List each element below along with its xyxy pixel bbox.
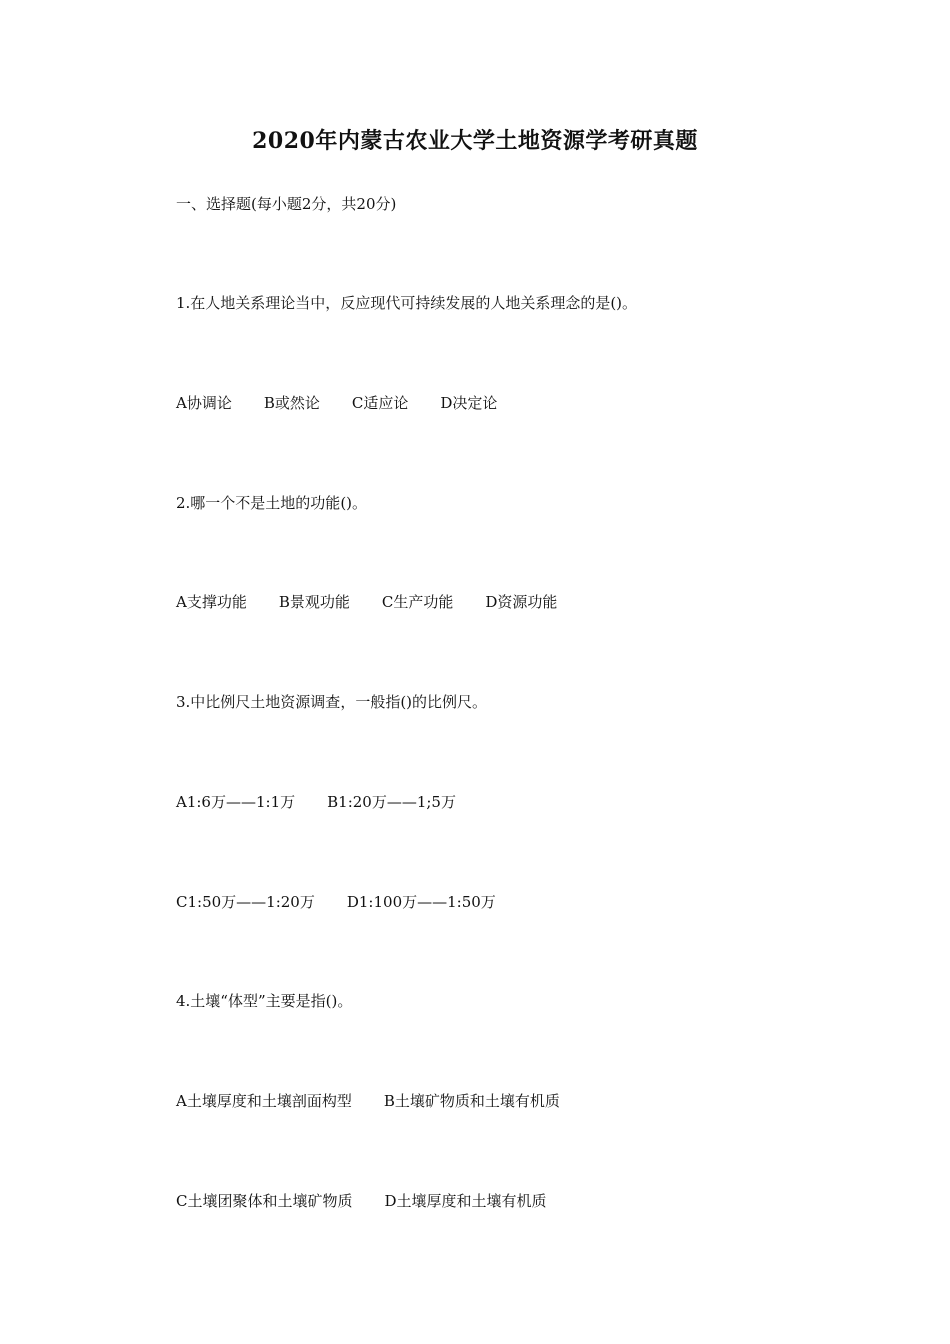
- option-d: D土壤厚度和土壤有机质: [384, 1192, 547, 1210]
- question-2-options: [176, 592, 557, 612]
- option-b: B土壤矿物质和土壤有机质: [383, 1092, 560, 1110]
- question-3-stem: 3.中比例尺土地资源调查，一般指()的比例尺。: [176, 693, 488, 711]
- question-4-stem: 4.土壤“体型”主要是指()。: [176, 992, 353, 1010]
- section-heading: 一、选择题(每小题2分，共20分): [176, 195, 397, 213]
- option-b: B景观功能: [278, 593, 350, 611]
- option-c: C土壤团聚体和土壤矿物质: [176, 1192, 353, 1210]
- option-c: C1:50万——1:20万: [176, 893, 315, 911]
- question-3-options-row-1: [176, 792, 456, 812]
- option-b: B1:20万——1;5万: [327, 793, 456, 811]
- option-d: D资源功能: [485, 593, 558, 611]
- option-d: D决定论: [440, 394, 498, 412]
- question-2-stem: 2.哪一个不是土地的功能()。: [176, 494, 368, 512]
- question-4-options-row-2: [176, 1191, 547, 1211]
- option-c: C生产功能: [381, 593, 454, 611]
- question-1-stem: 1.在人地关系理论当中，反应现代可持续发展的人地关系理念的是()。: [176, 294, 638, 312]
- document-title: 2020年内蒙古农业大学土地资源学考研真题: [252, 128, 698, 154]
- option-a: A协调论: [176, 394, 232, 412]
- option-a: A支撑功能: [176, 593, 247, 611]
- option-d: D1:100万——1:50万: [346, 893, 496, 911]
- option-a: A1:6万——1:1万: [176, 793, 296, 811]
- question-3-options-row-2: [176, 892, 496, 912]
- question-1-options: [176, 393, 497, 413]
- question-4-options-row-1: [176, 1091, 560, 1111]
- option-b: B或然论: [263, 394, 320, 412]
- option-a: A土壤厚度和土壤剖面构型: [176, 1092, 352, 1110]
- option-c: C适应论: [351, 394, 409, 412]
